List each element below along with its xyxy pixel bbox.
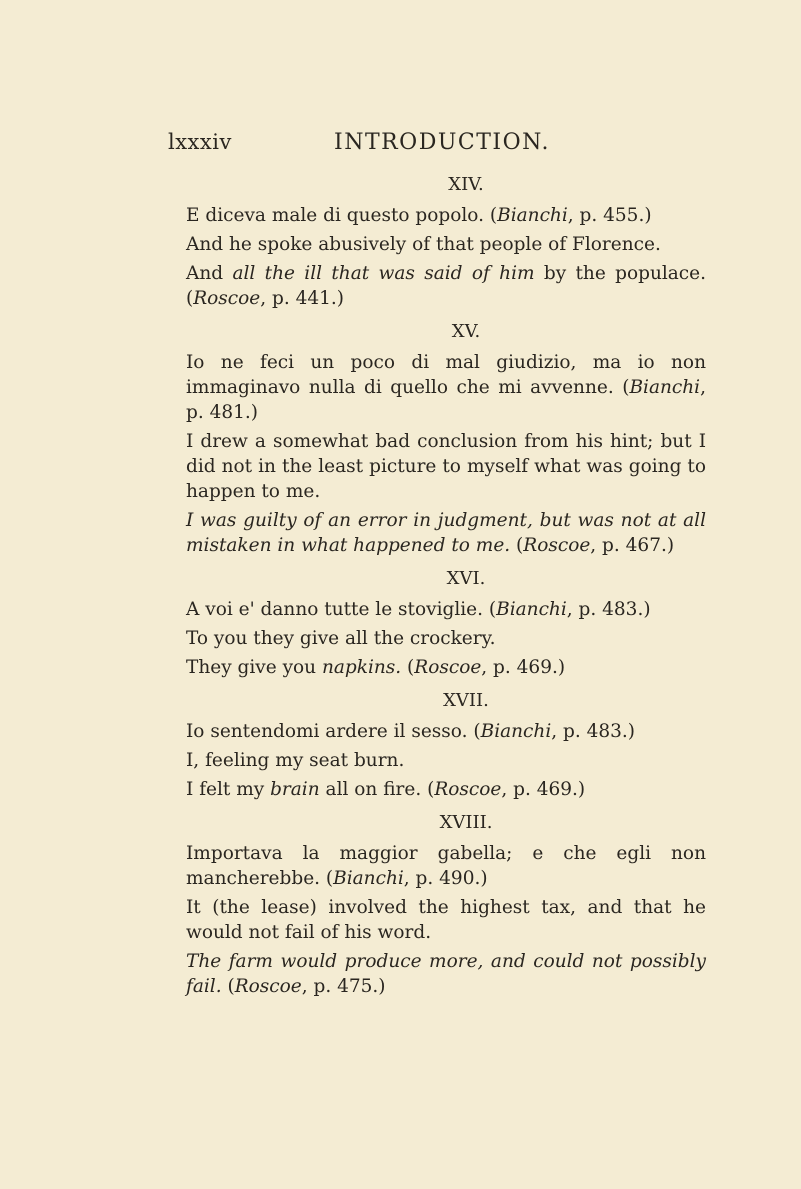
roscoe-translation-xiv: And all the ill that was said of him by the populace. (Roscoe, p. 441.) <box>186 263 707 309</box>
section-number-xvii: XVII. <box>443 690 489 711</box>
roscoe-translation-xvii: I felt my brain all on fire. (Roscoe, p. 469.) <box>186 779 586 800</box>
italian-original-xv: Io ne feci un poco di mal giudizio, ma io non immaginavo nulla di quello che mi avvenne. (Bianchi, p. 481.) <box>186 352 706 423</box>
section-number-xiv: XIV. <box>448 174 484 195</box>
bianchi-translation-xvii: I, feeling my seat burn. <box>186 750 405 771</box>
bianchi-translation-xiv: And he spoke abusively of that people of Florence. <box>186 234 661 255</box>
page-number: lxxxiv <box>168 130 232 154</box>
roscoe-translation-xvi: They give you napkins. (Roscoe, p. 469.) <box>186 657 566 678</box>
bianchi-translation-xvi: To you they give all the crockery. <box>186 628 496 649</box>
bianchi-translation-xv: I drew a somewhat bad conclusion from his hint; but I did not in the least picture to myself what was going to happen to me. <box>186 431 706 502</box>
roscoe-translation-xv: I was guilty of an error in judgment, but was not at all mistaken in what happened to me. (Roscoe, p. 467.) <box>186 510 706 556</box>
italian-original-xvi: A voi e' danno tutte le stoviglie. (Bianchi, p. 483.) <box>186 599 651 620</box>
section-number-xvi: XVI. <box>446 568 486 589</box>
roscoe-translation-xviii: The farm would produce more, and could not possibly fail. (Roscoe, p. 475.) <box>186 951 706 997</box>
italian-original-xviii: Importava la maggior gabella; e che egli non mancherebbe. (Bianchi, p. 490.) <box>186 843 706 889</box>
page-body <box>186 172 706 999</box>
italian-original-xiv: E diceva male di questo popolo. (Bianchi, p. 455.) <box>186 205 652 226</box>
page-header <box>168 130 688 160</box>
section-number-xv: XV. <box>451 321 481 342</box>
running-title: INTRODUCTION. <box>334 130 550 155</box>
italian-original-xvii: Io sentendomi ardere il sesso. (Bianchi, p. 483.) <box>186 721 636 742</box>
bianchi-translation-xviii: It (the lease) involved the highest tax, and that he would not fail of his word. <box>186 897 706 943</box>
section-number-xviii: XVIII. <box>439 812 493 833</box>
